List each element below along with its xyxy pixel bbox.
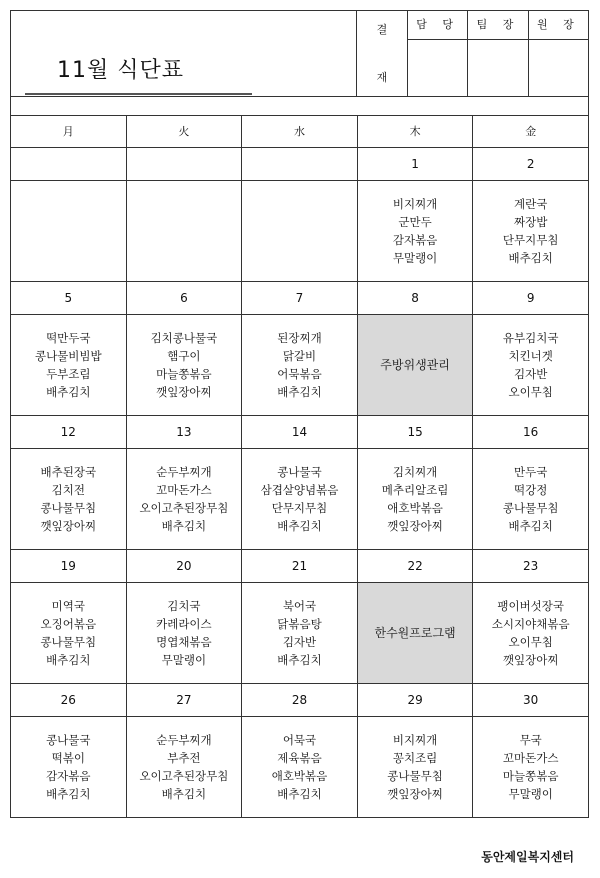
menu-cell-tue bbox=[126, 181, 242, 282]
menu-item: 순두부찌개 bbox=[156, 733, 212, 747]
date-row bbox=[11, 684, 589, 717]
menu-cell-thu bbox=[357, 583, 473, 684]
menu-cell-thu bbox=[357, 315, 473, 416]
menu-item: 배추김치 bbox=[277, 653, 322, 667]
menu-cell-mon bbox=[11, 181, 127, 282]
menu-item: 배추김치 bbox=[46, 653, 91, 667]
spacer-row bbox=[11, 97, 589, 116]
menu-item: 미역국 bbox=[51, 599, 85, 613]
weekday-fri: 金 bbox=[473, 116, 589, 148]
special-event: 한수원프로그램 bbox=[374, 626, 456, 640]
menu-item: 배추김치 bbox=[277, 787, 322, 801]
menu-cell-fri bbox=[473, 717, 589, 818]
menu-sheet bbox=[10, 10, 589, 818]
menu-item: 배추김치 bbox=[508, 519, 553, 533]
menu-item: 콩나물국 bbox=[277, 465, 322, 479]
date-cell-tue bbox=[126, 148, 242, 181]
menu-cell-fri bbox=[473, 315, 589, 416]
menu-item: 배추김치 bbox=[161, 787, 207, 801]
menu-item: 배추김치 bbox=[277, 385, 322, 399]
date-row bbox=[11, 148, 589, 181]
approval-label-bottom: 재 bbox=[376, 70, 388, 84]
menu-item: 김치콩나물국 bbox=[150, 331, 218, 345]
menu-item: 순두부찌개 bbox=[156, 465, 212, 479]
menu-item: 무국 bbox=[519, 733, 542, 747]
menu-item: 깻잎장아찌 bbox=[387, 519, 443, 533]
menu-item: 단무지무침 bbox=[271, 501, 328, 515]
menu-item: 콩나물국 bbox=[46, 733, 91, 747]
menu-item: 배추김치 bbox=[277, 519, 322, 533]
menu-item: 콩나물무침 bbox=[40, 635, 97, 649]
menu-item: 마늘쫑볶음 bbox=[156, 367, 212, 381]
weekday-mon: 月 bbox=[11, 116, 127, 148]
date-cell-mon: 5 bbox=[11, 282, 127, 315]
date-cell-wed: 21 bbox=[242, 550, 358, 583]
date-cell-thu: 15 bbox=[357, 416, 473, 449]
weekday-header-row bbox=[11, 116, 589, 148]
menu-cell-mon bbox=[11, 583, 127, 684]
menu-item: 두부조림 bbox=[46, 367, 91, 381]
date-row bbox=[11, 416, 589, 449]
menu-item: 명엽채볶음 bbox=[156, 635, 212, 649]
menu-cell-thu bbox=[357, 717, 473, 818]
menu-item: 무말랭이 bbox=[161, 653, 207, 667]
menu-item: 깻잎장아찌 bbox=[502, 653, 559, 667]
org-name: 동안제일복지센터 bbox=[481, 850, 574, 864]
date-cell-thu: 8 bbox=[357, 282, 473, 315]
menu-item: 오징어볶음 bbox=[40, 617, 97, 631]
menu-cell-wed bbox=[242, 717, 358, 818]
weeks-body bbox=[11, 148, 589, 818]
menu-item: 비지찌개 bbox=[392, 733, 438, 747]
date-cell-thu: 1 bbox=[357, 148, 473, 181]
menu-item: 비지찌개 bbox=[392, 197, 438, 211]
menu-item: 된장찌개 bbox=[277, 331, 322, 345]
menu-item: 카레라이스 bbox=[156, 617, 212, 631]
menu-item: 짜장밥 bbox=[514, 215, 548, 229]
approval-label bbox=[357, 11, 408, 97]
menu-cell-fri bbox=[473, 583, 589, 684]
menu-item: 메추리알조림 bbox=[381, 483, 449, 497]
menu-cell-mon bbox=[11, 315, 127, 416]
date-cell-mon bbox=[11, 148, 127, 181]
menu-item: 어묵볶음 bbox=[277, 367, 322, 381]
approval-sign-staff[interactable] bbox=[408, 40, 468, 97]
date-cell-fri: 9 bbox=[473, 282, 589, 315]
menu-item: 닭볶음탕 bbox=[277, 617, 322, 631]
menu-item: 오이무침 bbox=[508, 385, 553, 399]
date-row bbox=[11, 282, 589, 315]
menu-item: 김자반 bbox=[514, 367, 548, 381]
menu-item: 어묵국 bbox=[282, 733, 317, 747]
menu-item: 콩나물비빔밥 bbox=[34, 349, 102, 363]
menu-item: 북어국 bbox=[282, 599, 317, 613]
date-cell-fri: 2 bbox=[473, 148, 589, 181]
menu-item: 치킨너겟 bbox=[508, 349, 553, 363]
date-cell-thu: 29 bbox=[357, 684, 473, 717]
menu-cell-mon bbox=[11, 449, 127, 550]
menu-item: 깻잎장아찌 bbox=[40, 519, 97, 533]
menu-item: 콩나물무침 bbox=[502, 501, 559, 515]
sheet-header bbox=[10, 10, 589, 96]
approval-sign-team-lead[interactable] bbox=[468, 40, 528, 97]
date-cell-fri: 16 bbox=[473, 416, 589, 449]
weekday-thu: 木 bbox=[357, 116, 473, 148]
menu-item: 배추김치 bbox=[161, 519, 207, 533]
date-cell-mon: 26 bbox=[11, 684, 127, 717]
menu-cell-fri bbox=[473, 449, 589, 550]
menu-row bbox=[11, 315, 589, 416]
special-event: 주방위생관리 bbox=[380, 358, 450, 372]
menu-item: 삼겹살양념볶음 bbox=[260, 483, 339, 497]
menu-item: 애호박볶음 bbox=[387, 501, 443, 515]
menu-item: 제육볶음 bbox=[277, 751, 322, 765]
menu-item: 무말랭이 bbox=[392, 251, 438, 265]
menu-cell-tue bbox=[126, 449, 242, 550]
page-title: 11월 식단표 bbox=[57, 58, 184, 83]
menu-row bbox=[11, 449, 589, 550]
date-cell-mon: 19 bbox=[11, 550, 127, 583]
menu-cell-tue bbox=[126, 717, 242, 818]
menu-cell-tue bbox=[126, 583, 242, 684]
date-cell-tue: 27 bbox=[126, 684, 242, 717]
menu-item: 소시지야채볶음 bbox=[491, 617, 570, 631]
menu-row bbox=[11, 181, 589, 282]
menu-item: 떡강정 bbox=[514, 483, 548, 497]
approval-label-top: 결 bbox=[376, 22, 388, 36]
menu-item: 감자볶음 bbox=[392, 233, 438, 247]
date-cell-fri: 23 bbox=[473, 550, 589, 583]
date-cell-wed: 28 bbox=[242, 684, 358, 717]
menu-item: 오이무침 bbox=[508, 635, 553, 649]
date-cell-wed: 14 bbox=[242, 416, 358, 449]
menu-cell-thu bbox=[357, 181, 473, 282]
menu-item: 무말랭이 bbox=[508, 787, 553, 801]
menu-item: 깻잎장아찌 bbox=[156, 385, 212, 399]
menu-item: 꽁치조림 bbox=[392, 751, 438, 765]
menu-table bbox=[10, 96, 589, 818]
menu-item: 콩나물무침 bbox=[387, 769, 443, 783]
menu-item: 마늘쫑볶음 bbox=[502, 769, 559, 783]
menu-cell-mon bbox=[11, 717, 127, 818]
date-cell-tue: 13 bbox=[126, 416, 242, 449]
menu-item: 떡볶이 bbox=[51, 751, 85, 765]
approval-box bbox=[356, 10, 589, 97]
menu-cell-wed bbox=[242, 315, 358, 416]
menu-cell-thu bbox=[357, 449, 473, 550]
menu-item: 유부김치국 bbox=[502, 331, 559, 345]
approval-role-staff: 담 당 bbox=[408, 11, 468, 40]
menu-item: 김치전 bbox=[51, 483, 85, 497]
menu-item: 오이고추된장무침 bbox=[139, 769, 229, 783]
menu-item: 김치국 bbox=[167, 599, 201, 613]
menu-item: 오이고추된장무침 bbox=[139, 501, 229, 515]
weekday-wed: 水 bbox=[242, 116, 358, 148]
menu-item: 감자볶음 bbox=[46, 769, 91, 783]
approval-role-director: 원 장 bbox=[528, 11, 588, 40]
date-cell-fri: 30 bbox=[473, 684, 589, 717]
menu-item: 만두국 bbox=[514, 465, 548, 479]
title-underline bbox=[25, 93, 252, 95]
menu-item: 닭갈비 bbox=[282, 349, 317, 363]
menu-item: 부추전 bbox=[167, 751, 201, 765]
menu-item: 군만두 bbox=[398, 215, 432, 229]
menu-item: 김자반 bbox=[282, 635, 317, 649]
menu-item: 꼬마돈가스 bbox=[502, 751, 559, 765]
menu-item: 배추김치 bbox=[508, 251, 553, 265]
menu-item: 계란국 bbox=[514, 197, 548, 211]
date-cell-tue: 20 bbox=[126, 550, 242, 583]
menu-item: 김치찌개 bbox=[392, 465, 438, 479]
menu-cell-fri bbox=[473, 181, 589, 282]
menu-row bbox=[11, 717, 589, 818]
menu-item: 배추김치 bbox=[46, 385, 91, 399]
menu-item: 배추김치 bbox=[46, 787, 91, 801]
menu-item: 떡만두국 bbox=[46, 331, 91, 345]
date-row bbox=[11, 550, 589, 583]
menu-item: 꼬마돈가스 bbox=[156, 483, 212, 497]
menu-cell-wed bbox=[242, 449, 358, 550]
menu-cell-wed bbox=[242, 583, 358, 684]
menu-item: 깻잎장아찌 bbox=[387, 787, 443, 801]
menu-item: 콩나물무침 bbox=[40, 501, 97, 515]
menu-item: 팽이버섯장국 bbox=[497, 599, 565, 613]
menu-cell-wed bbox=[242, 181, 358, 282]
date-cell-tue: 6 bbox=[126, 282, 242, 315]
menu-row bbox=[11, 583, 589, 684]
menu-item: 애호박볶음 bbox=[271, 769, 328, 783]
menu-item: 단무지무침 bbox=[502, 233, 559, 247]
weekday-tue: 火 bbox=[126, 116, 242, 148]
menu-cell-tue bbox=[126, 315, 242, 416]
date-cell-thu: 22 bbox=[357, 550, 473, 583]
menu-item: 배추된장국 bbox=[40, 465, 97, 479]
menu-item: 햄구이 bbox=[167, 349, 201, 363]
approval-sign-director[interactable] bbox=[528, 40, 588, 97]
date-cell-mon: 12 bbox=[11, 416, 127, 449]
date-cell-wed bbox=[242, 148, 358, 181]
approval-role-team-lead: 팀 장 bbox=[468, 11, 528, 40]
date-cell-wed: 7 bbox=[242, 282, 358, 315]
